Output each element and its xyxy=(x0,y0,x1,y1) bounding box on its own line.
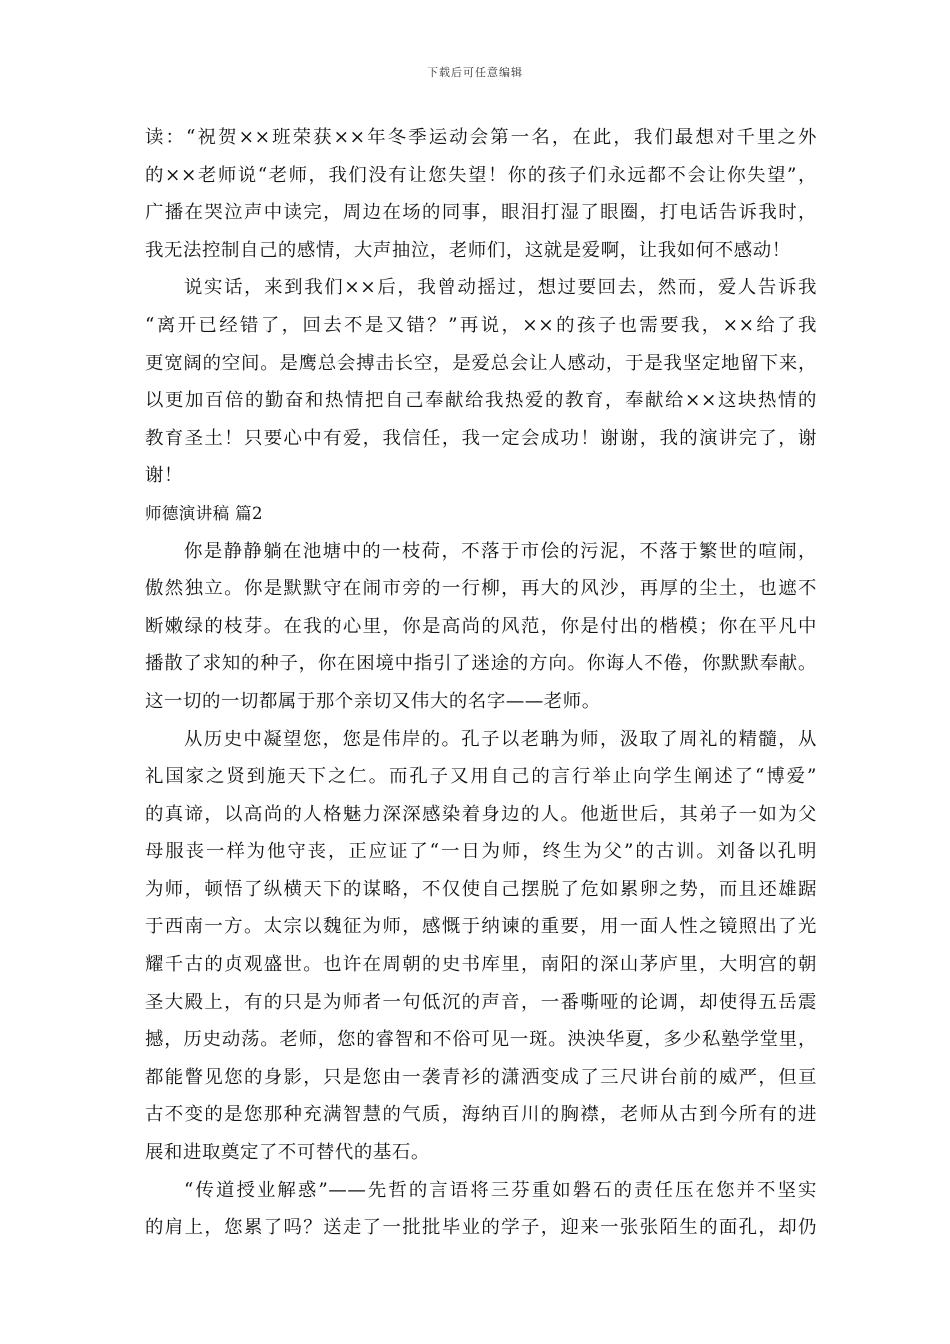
paragraph-line: 展和进取奠定了不可替代的基石。 xyxy=(145,1142,430,1164)
paragraph-line: 的真谛，以高尚的人格魅力深深感染着身边的人。他逝世后，其弟子一如为父 xyxy=(145,803,817,825)
paragraph-line: 傲然独立。你是默默守在闹市旁的一行柳，再大的风沙，再厚的尘土，也遮不 xyxy=(145,578,817,600)
paragraph-line: 谢！ xyxy=(145,465,183,487)
paragraph-line: 广播在哭泣声中读完，周边在场的同事，眼泪打湿了眼圈，打电话告诉我时， xyxy=(145,202,817,224)
paragraph-line: 你是静静躺在池塘中的一枝荷，不落于市侩的污泥，不落于繁世的喧闹， xyxy=(184,540,817,562)
paragraph-line: 撼，历史动荡。老师，您的睿智和不俗可见一斑。泱泱华夏，多少私塾学堂里， xyxy=(145,1029,817,1051)
paragraph-line: 古不变的是您那种充满智慧的气质，海纳百川的胸襟，老师从古到今所有的进 xyxy=(145,1104,817,1126)
paragraph-line: 教育圣土！只要心中有爱，我信任，我一定会成功！谢谢，我的演讲完了，谢 xyxy=(145,427,817,449)
paragraph-line: 播散了求知的种子，你在困境中指引了迷途的方向。你诲人不倦，你默默奉献。 xyxy=(145,653,817,675)
paragraph-line: 的肩上，您累了吗？送走了一批批毕业的学子，迎来一张张陌生的面孔，却仍 xyxy=(145,1217,817,1239)
paragraph-line: 更宽阔的空间。是鹰总会搏击长空，是爱总会让人感动，于是我坚定地留下来， xyxy=(145,352,817,374)
paragraph-line: 的××老师说“老师，我们没有让您失望！你的孩子们永远都不会让你失望”， xyxy=(145,164,817,186)
paragraph-line: 耀千古的贞观盛世。也许在周朝的史书库里，南阳的深山茅庐里，大明宫的朝 xyxy=(145,954,817,976)
paragraph-line: “传道授业解惑”——先哲的言语将三芬重如磐石的责任压在您并不坚实 xyxy=(184,1179,817,1201)
paragraph-line: 说实话，来到我们××后，我曾动摇过，想过要回去，然而，爱人告诉我 xyxy=(184,277,817,299)
paragraph-line: 圣大殿上，有的只是为师者一句低沉的声音，一番嘶哑的论调，却使得五岳震 xyxy=(145,991,817,1013)
paragraph-line: “离开已经错了，回去不是又错？”再说，××的孩子也需要我，××给了我 xyxy=(145,314,817,336)
paragraph-line: 母服丧一样为他守丧，正应证了“一日为师，终生为父”的古训。刘备以孔明 xyxy=(145,841,817,863)
paragraph-line: 都能瞥见您的身影，只是您由一袭青衫的潇洒变成了三尺讲台前的威严，但亘 xyxy=(145,1066,817,1088)
paragraph-line: 为师，顿悟了纵横天下的谋略，不仅使自己摆脱了危如累卵之势，而且还雄踞 xyxy=(145,878,817,900)
paragraph-line: 从历史中凝望您，您是伟岸的。孔子以老聃为师，汲取了周礼的精髓，从 xyxy=(184,728,817,750)
document-body xyxy=(145,119,817,1247)
paragraph-line: 礼国家之贤到施天下之仁。而孔子又用自己的言行举止向学生阐述了“博爱” xyxy=(145,766,817,788)
page-header: 下载后可任意编辑 xyxy=(427,66,523,79)
paragraph-line: 读：“祝贺××班荣获××年冬季运动会第一名，在此，我们最想对千里之外 xyxy=(145,127,817,148)
paragraph-line: 断嫩绿的枝芽。在我的心里，你是高尚的风范，你是付出的楷模；你在平凡中 xyxy=(145,615,817,637)
paragraph-line: 我无法控制自己的感情，大声抽泣，老师们，这就是爱啊，让我如何不感动！ xyxy=(145,239,791,261)
paragraph-line: 以更加百倍的勤奋和热情把自己奉献给我热爱的教育，奉献给××这块热情的 xyxy=(145,390,817,412)
section-heading: 师德演讲稿 篇2 xyxy=(145,503,263,523)
paragraph-line: 这一切的一切都属于那个亲切又伟大的名字——老师。 xyxy=(145,690,601,712)
paragraph-line: 于西南一方。太宗以魏征为师，感慨于纳谏的重要，用一面人性之镜照出了光 xyxy=(145,916,817,938)
